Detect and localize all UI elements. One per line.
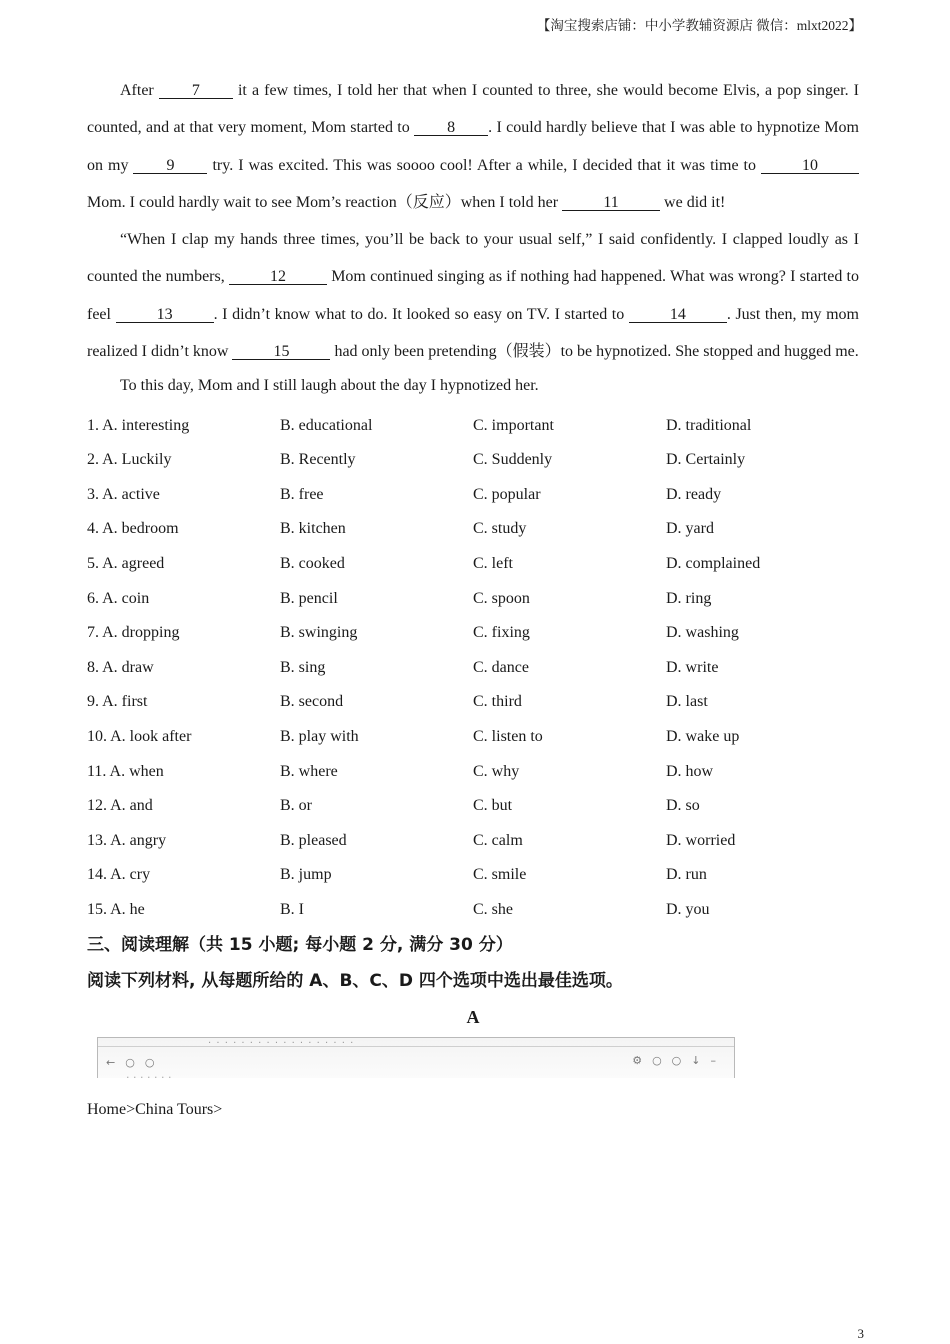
option-d: D. write <box>666 658 719 676</box>
option-row-4 <box>87 512 859 547</box>
section-3-instruction: 阅读下列材料, 从每题所给的 A、B、C、D 四个选项中选出最佳选项。 <box>87 971 623 992</box>
option-b: B. pleased <box>280 831 347 849</box>
browser-toolbar-icons <box>632 1054 726 1067</box>
text: try. I was excited. This was soooo cool! After a while, I decided that it was time to <box>207 156 761 174</box>
option-a: 8. A. draw <box>87 658 154 676</box>
option-c: C. study <box>473 520 527 538</box>
option-a: 5. A. agreed <box>87 555 165 573</box>
option-a: 7. A. dropping <box>87 624 180 642</box>
option-a: 15. A. he <box>87 900 145 918</box>
circle-icon: ○ <box>144 1056 155 1070</box>
download-icon: ↓ <box>691 1054 701 1068</box>
option-a: 4. A. bedroom <box>87 520 179 538</box>
option-c: C. but <box>473 797 513 815</box>
text: it a few times, I told her that when I counted to three, she would become Elvis, a pop singer. I counted, and at that very moment, Mom started to <box>87 82 860 137</box>
option-b: B. Recently <box>280 451 356 469</box>
option-d: D. ready <box>666 485 722 503</box>
option-d: D. ring <box>666 589 712 607</box>
page-number: 3 <box>857 1326 864 1341</box>
option-row-11 <box>87 754 859 789</box>
option-row-10 <box>87 720 859 755</box>
option-d: D. complained <box>666 555 761 573</box>
answer-options <box>87 408 859 927</box>
blank-14: 14 <box>629 307 727 323</box>
blank-12: 12 <box>229 269 327 285</box>
option-b: B. cooked <box>280 555 345 573</box>
text: had only been pretending（假装）to be hypnotized. She stopped and hugged me. <box>330 343 859 361</box>
option-d: D. traditional <box>666 416 752 434</box>
option-d: D. wake up <box>666 728 740 746</box>
option-row-12 <box>87 789 859 824</box>
option-a: 14. A. cry <box>87 866 151 884</box>
text: . I could hardly believe that I was able to hypnotize Mom on my <box>87 119 860 174</box>
option-d: D. washing <box>666 624 739 642</box>
blank-9: 9 <box>133 158 207 174</box>
option-c: C. she <box>473 900 513 918</box>
option-b: B. where <box>280 762 338 780</box>
circle-icon: ○ <box>125 1056 135 1070</box>
blank-10: 10 <box>761 158 859 174</box>
text: After <box>120 82 159 99</box>
text: To this day, Mom and I still laugh about the day I hypnotized her. <box>120 377 539 395</box>
browser-nav-icons <box>106 1056 164 1069</box>
option-b: B. or <box>280 797 312 815</box>
passage-letter: A <box>466 1007 480 1028</box>
option-row-7 <box>87 616 859 651</box>
option-d: D. run <box>666 866 707 884</box>
option-b: B. second <box>280 693 344 711</box>
section-3-title: 三、阅读理解（共 15 小题; 每小题 2 分, 满分 30 分） <box>87 935 513 956</box>
option-b: B. play with <box>280 728 359 746</box>
text: . Just then, my mom realized I didn’t know <box>87 305 860 361</box>
option-a: 6. A. coin <box>87 589 150 607</box>
minus-icon: – <box>710 1054 716 1068</box>
option-row-13 <box>87 824 859 859</box>
circle-icon: ○ <box>671 1054 682 1068</box>
option-row-3 <box>87 478 859 513</box>
option-a: 9. A. first <box>87 693 148 711</box>
option-d: D. yard <box>666 520 714 538</box>
settings-icon: ⚙ <box>632 1054 643 1068</box>
option-c: C. Suddenly <box>473 451 553 469</box>
option-row-5 <box>87 547 859 582</box>
option-row-2 <box>87 443 859 478</box>
option-a: 3. A. active <box>87 485 160 503</box>
option-c: C. dance <box>473 658 529 676</box>
back-arrow-icon: ← <box>106 1056 116 1070</box>
breadcrumb: Home>China Tours> <box>87 1101 223 1119</box>
option-c: C. spoon <box>473 589 530 607</box>
option-row-1 <box>87 408 859 443</box>
option-b: B. kitchen <box>280 520 346 538</box>
option-c: C. fixing <box>473 624 530 642</box>
option-b: B. educational <box>280 416 373 434</box>
option-d: D. worried <box>666 831 736 849</box>
option-c: C. third <box>473 693 522 711</box>
option-d: D. you <box>666 900 710 918</box>
option-a: 10. A. look after <box>87 728 192 746</box>
option-b: B. pencil <box>280 589 338 607</box>
browser-tab-strip <box>98 1046 734 1047</box>
blurred-page-text: · · · · · · · <box>126 1071 172 1079</box>
option-c: C. smile <box>473 866 527 884</box>
text: Mom continued singing as if nothing had happened. What was wrong? I started to feel <box>87 268 859 323</box>
browser-screenshot-image <box>97 1037 735 1078</box>
option-row-14 <box>87 858 859 893</box>
option-row-15 <box>87 893 859 928</box>
option-row-9 <box>87 685 859 720</box>
text: “When I clap my hands three times, you’ll be back to your usual self,” I said confidently. I clapped loudly as I counted the numbers, <box>87 231 859 286</box>
option-d: D. so <box>666 797 700 815</box>
option-d: D. how <box>666 762 714 780</box>
blank-7: 7 <box>159 83 233 99</box>
blank-15: 15 <box>232 344 330 360</box>
option-b: B. I <box>280 900 304 918</box>
option-c: C. listen to <box>473 728 543 746</box>
text: we did it! <box>660 193 726 211</box>
option-c: C. why <box>473 762 520 780</box>
option-a: 2. A. Luckily <box>87 451 172 469</box>
option-c: C. popular <box>473 485 541 503</box>
blank-13: 13 <box>116 307 214 323</box>
circle-icon: ○ <box>652 1054 662 1068</box>
option-d: D. last <box>666 693 708 711</box>
option-b: B. free <box>280 485 324 503</box>
option-a: 12. A. and <box>87 797 153 815</box>
option-a: 13. A. angry <box>87 831 167 849</box>
option-b: B. sing <box>280 658 326 676</box>
option-c: C. important <box>473 416 554 434</box>
option-c: C. calm <box>473 831 523 849</box>
passage-paragraph-1 <box>87 72 859 221</box>
option-d: D. Certainly <box>666 451 746 469</box>
blurred-address-text: · · · · · · · · · · · · · · · · · · <box>208 1038 355 1050</box>
option-a: 1. A. interesting <box>87 416 190 434</box>
passage-paragraph-2 <box>87 221 859 370</box>
passage-paragraph-3 <box>87 368 859 404</box>
option-a: 11. A. when <box>87 762 164 780</box>
option-row-6 <box>87 581 859 616</box>
option-b: B. swinging <box>280 624 358 642</box>
text: Mom. I could hardly wait to see Mom’s reaction（反应）when I told her <box>87 193 563 211</box>
document-body <box>87 72 859 1120</box>
shop-note-header: 【淘宝搜索店铺：中小学教辅资源店 微信：mlxt2022】 <box>536 18 862 33</box>
blank-11: 11 <box>562 195 660 211</box>
text: . I didn’t know what to do. It looked so easy on TV. I started to <box>213 305 629 323</box>
option-c: C. left <box>473 555 513 573</box>
blank-8: 8 <box>414 120 488 136</box>
option-row-8 <box>87 651 859 686</box>
option-b: B. jump <box>280 866 332 884</box>
